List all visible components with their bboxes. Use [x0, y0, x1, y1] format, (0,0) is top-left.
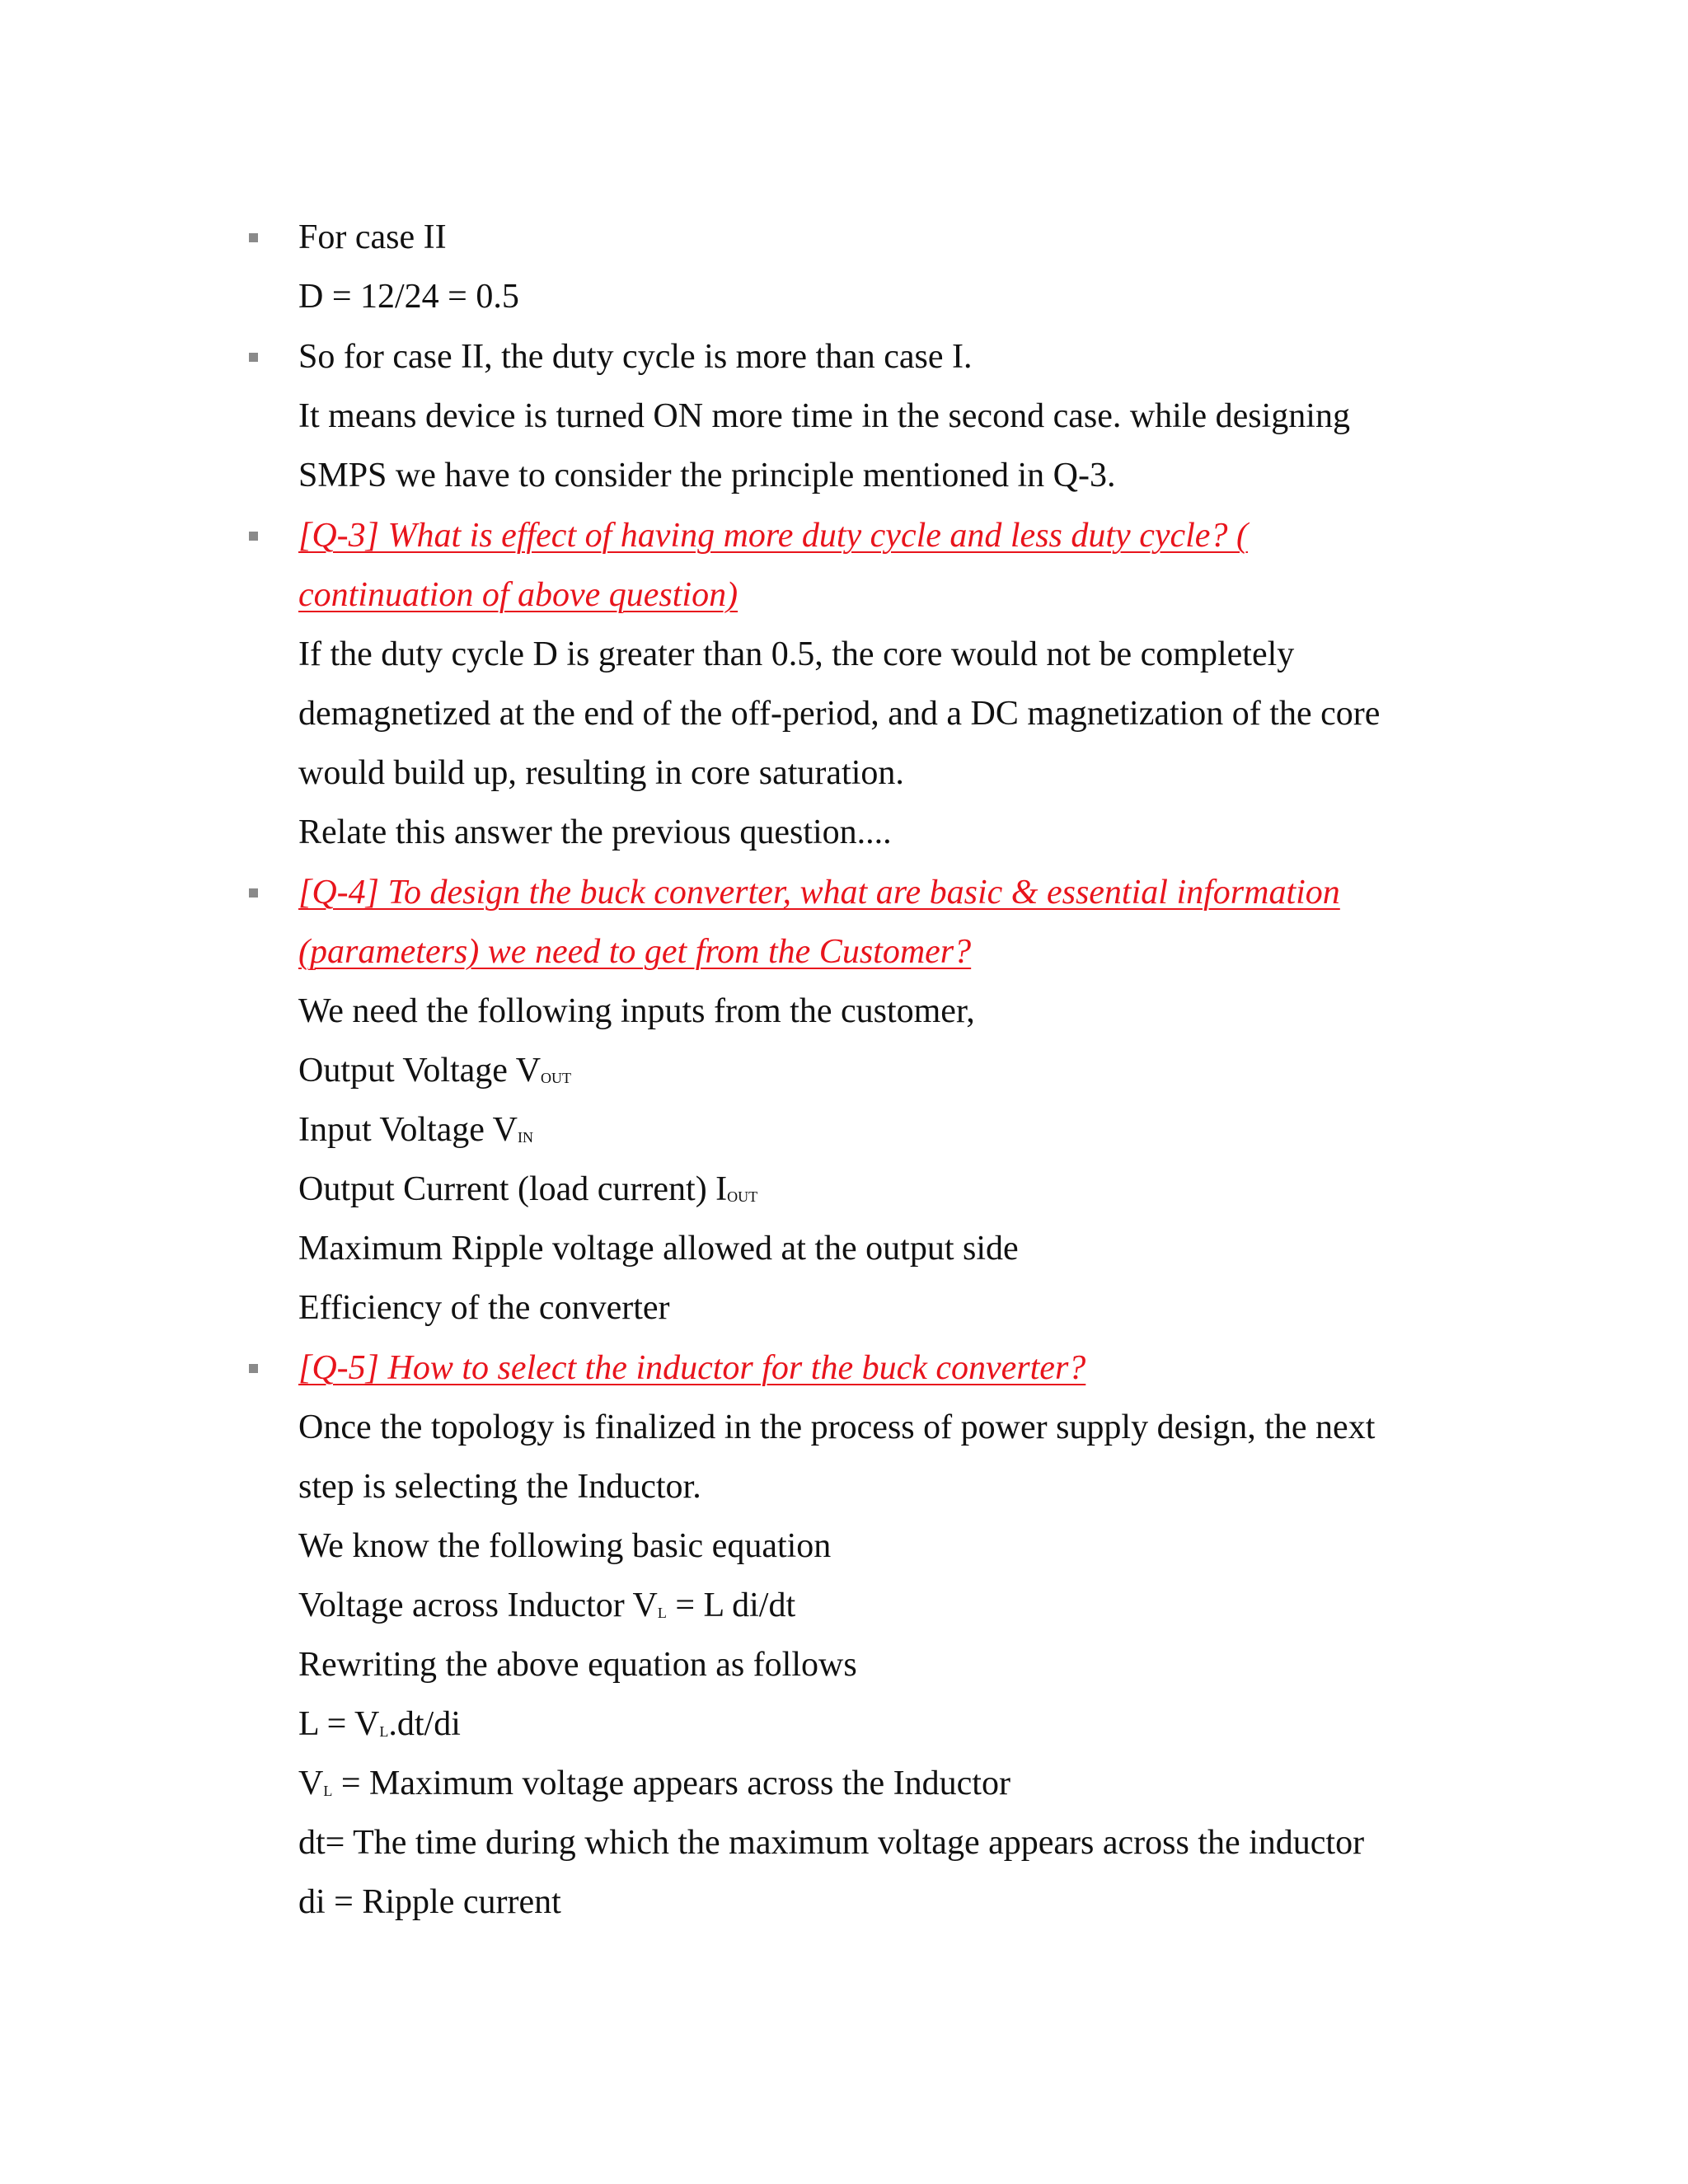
body-text-line: demagnetized at the end of the off-period, and a DC magnetization of the core [298, 695, 1381, 733]
parameter-line: Output Voltage $V_{OUT}$ [298, 1052, 572, 1090]
question-4-heading-cont: (parameters) we need to get from the Customer? [298, 933, 972, 971]
body-text-line: If the duty cycle D is greater than 0.5, the core would not be completely [298, 635, 1295, 673]
parameter-line: Maximum Ripple voltage allowed at the output side [298, 1230, 1019, 1268]
bullet-icon [249, 353, 258, 362]
body-text-line: would build up, resulting in core saturation. [298, 754, 904, 792]
parameter-line: Input Voltage $V_{IN}$ [298, 1111, 534, 1149]
question-5-heading: [Q-5] How to select the inductor for the buck converter? [298, 1349, 1086, 1387]
equation-line: $L = V_L.dt/di$ [298, 1705, 461, 1743]
definition-line: di = Ripple current [298, 1883, 561, 1921]
body-text-line: Once the topology is finalized in the process of power supply design, the next [298, 1408, 1376, 1446]
duty-cycle-equation: D = 12/24 = 0.5 [298, 278, 519, 316]
parameter-line: Efficiency of the converter [298, 1289, 670, 1327]
equation-line: Voltage across Inductor $V_L = L$ di/dt [298, 1586, 796, 1624]
definition-line: $V_L$ = Maximum voltage appears across the Inductor [298, 1765, 1010, 1802]
question-3-heading: [Q-3] What is effect of having more duty cycle and less duty cycle? ( [298, 517, 1248, 555]
definition-line: dt= The time during which the maximum voltage appears across the inductor [298, 1824, 1365, 1862]
bullet-icon [249, 888, 258, 898]
question-4-heading: [Q-4] To design the buck converter, what are basic & essential information [298, 874, 1340, 912]
bullet-icon [249, 1364, 258, 1373]
question-3-heading-cont: continuation of above question) [298, 576, 738, 614]
body-text-line: Relate this answer the previous question.... [298, 813, 892, 851]
case-ii-heading: For case II [298, 218, 447, 256]
body-text-line: SMPS we have to consider the principle mentioned in Q-3. [298, 457, 1116, 494]
body-text-line: We know the following basic equation [298, 1527, 832, 1565]
body-text-line: step is selecting the Inductor. [298, 1468, 701, 1506]
bullet-icon [249, 233, 258, 242]
body-text-line: So for case II, the duty cycle is more than case I. [298, 338, 973, 376]
body-text-line: We need the following inputs from the customer, [298, 992, 975, 1030]
parameter-line: Output Current (load current) $I_{OUT}$ [298, 1170, 758, 1208]
bullet-icon [249, 532, 258, 541]
body-text-line: Rewriting the above equation as follows [298, 1646, 857, 1684]
body-text-line: It means device is turned ON more time in the second case. while designing [298, 397, 1350, 435]
